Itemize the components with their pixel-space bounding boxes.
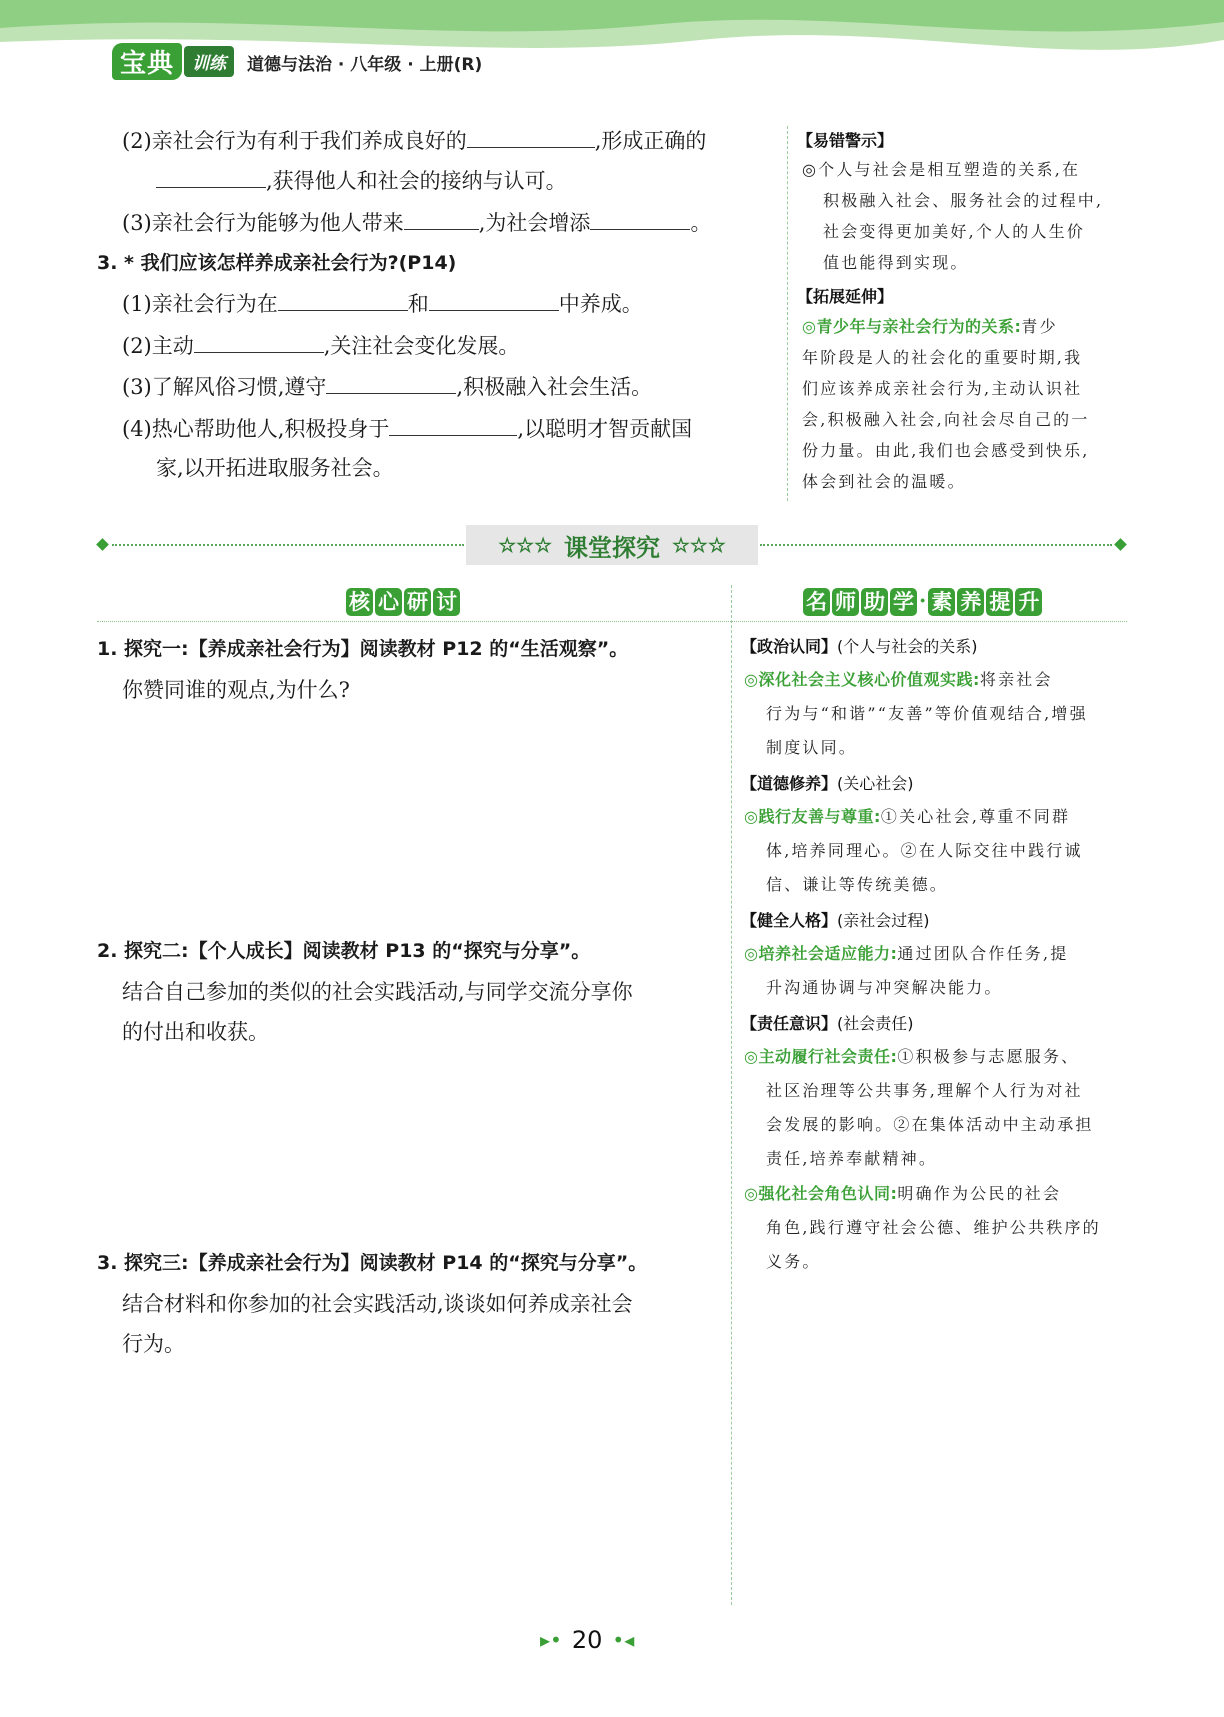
extension-line: 体会到社会的温暖。 <box>802 472 966 491</box>
extension-title: 【拓展延伸】 <box>797 287 894 306</box>
note-line: 会发展的影响。②在集体活动中主动承担 <box>766 1115 1094 1134</box>
extension-line: 们应该养成亲社会行为,主动认识社 <box>802 379 1083 398</box>
explore-3-body: 行为。 <box>122 1332 185 1356</box>
note-line: ◎培养社会适应能力:通过团队合作任务,提 <box>744 944 1069 963</box>
section-title: 课堂探究 <box>564 532 660 562</box>
divider-diamond <box>96 538 109 551</box>
warning-line: 社会变得更加美好,个人的人生价 <box>823 222 1086 241</box>
blank[interactable] <box>326 371 456 394</box>
page-number: 20 <box>571 1626 603 1654</box>
explore-2-body: 结合自己参加的类似的社会实践活动,与同学交流分享你 <box>122 980 633 1004</box>
step-3: (3)了解风俗习惯,遵守 ,积极融入社会生活。 <box>122 371 652 402</box>
note-line: ◎强化社会角色认同:明确作为公民的社会 <box>744 1184 1062 1203</box>
note-line: ◎深化社会主义核心价值观实践:将亲社会 <box>744 670 1053 689</box>
extension-line: 会,积极融入社会,向社会尽自己的一 <box>802 410 1090 429</box>
explore-3-body: 结合材料和你参加的社会实践活动,谈谈如何养成亲社会 <box>122 1292 633 1316</box>
moral-cultivation-title: 【道德修养】(关心社会) <box>741 774 914 793</box>
explore-1-body: 你赞同谁的观点,为什么? <box>122 678 350 702</box>
warning-title: 【易错警示】 <box>797 131 894 150</box>
book-title: 道德与法治 · 八年级 · 上册(R) <box>247 55 483 75</box>
note-line: 制度认同。 <box>766 738 858 757</box>
note-line: 行为与“和谐”“友善”等价值观结合,增强 <box>766 704 1088 723</box>
note-line: 义务。 <box>766 1252 821 1271</box>
personality-title: 【健全人格】(亲社会过程) <box>741 911 930 930</box>
arrow-left-icon: •◂ <box>612 1628 635 1652</box>
explore-2-heading: 2. 探究二:【个人成长】阅读教材 P13 的“探究与分享”。 <box>97 940 591 962</box>
note-line: 社区治理等公共事务,理解个人行为对社 <box>766 1081 1083 1100</box>
note-line: 体,培养同理心。②在人际交往中践行诚 <box>766 841 1083 860</box>
logo-sub: 训练 <box>184 46 234 77</box>
note-line: 升沟通协调与冲突解决能力。 <box>766 978 1003 997</box>
warning-line: ◎个人与社会是相互塑造的关系,在 <box>802 160 1081 179</box>
political-identity-title: 【政治认同】(个人与社会的关系) <box>741 637 978 656</box>
question-3-heading: 3. * 我们应该怎样养成亲社会行为?(P14) <box>97 252 457 274</box>
note-line: 信、谦让等传统美德。 <box>766 875 949 894</box>
page-header <box>0 0 1224 95</box>
teacher-help-heading: 名 师 助 学 · 素 养 提 升 <box>803 588 1042 616</box>
warning-line: 值也能得到实现。 <box>823 253 969 272</box>
blank[interactable] <box>389 413 517 436</box>
page-footer <box>540 1626 634 1654</box>
section-banner <box>466 525 758 565</box>
dotted-divider <box>112 544 464 546</box>
q2-line1: (2)亲社会行为有利于我们养成良好的 ,形成正确的 <box>122 125 706 156</box>
divider-diamond <box>1114 538 1127 551</box>
explore-3-heading: 3. 探究三:【养成亲社会行为】阅读教材 P14 的“探究与分享”。 <box>97 1252 648 1274</box>
extension-line: 份力量。由此,我们也会感受到快乐, <box>802 441 1090 460</box>
star-icon: ☆☆☆ <box>498 533 552 557</box>
note-line: ◎主动履行社会责任:①积极参与志愿服务、 <box>744 1047 1080 1066</box>
extension-line: ◎青少年与亲社会行为的关系:青少 <box>802 317 1058 336</box>
q2-line2: ,获得他人和社会的接纳与认可。 <box>156 165 567 196</box>
q3-line: (3)亲社会行为能够为他人带来 ,为社会增添 。 <box>122 207 711 238</box>
blank[interactable] <box>467 125 595 148</box>
heading-underline <box>97 621 1127 622</box>
note-line: ◎践行友善与尊重:①关心社会,尊重不同群 <box>744 807 1071 826</box>
blank[interactable] <box>429 288 559 311</box>
core-discussion-heading: 核 心 研 讨 <box>346 588 460 616</box>
blank[interactable] <box>156 165 266 188</box>
logo-main: 宝典 <box>112 43 182 80</box>
step-2: (2)主动 ,关注社会变化发展。 <box>122 330 519 361</box>
explore-1-heading: 1. 探究一:【养成亲社会行为】阅读教材 P12 的“生活观察”。 <box>97 638 629 660</box>
explore-2-body: 的付出和收获。 <box>122 1020 269 1044</box>
step-4-line1: (4)热心帮助他人,积极投身于 ,以聪明才智贡献国 <box>122 413 692 444</box>
brand-logo <box>112 44 234 78</box>
star-icon: ☆☆☆ <box>672 533 726 557</box>
extension-line: 年阶段是人的社会化的重要时期,我 <box>802 348 1083 367</box>
note-line: 责任,培养奉献精神。 <box>766 1149 938 1168</box>
column-divider <box>731 585 732 1605</box>
arrow-right-icon: ▸• <box>540 1628 562 1652</box>
side-divider <box>787 126 788 501</box>
blank[interactable] <box>404 207 479 230</box>
warning-line: 积极融入社会、服务社会的过程中, <box>823 191 1104 210</box>
note-line: 角色,践行遵守社会公德、维护公共秩序的 <box>766 1218 1101 1237</box>
blank[interactable] <box>194 330 324 353</box>
blank[interactable] <box>590 207 690 230</box>
step-1: (1)亲社会行为在 和 中养成。 <box>122 288 643 319</box>
responsibility-title: 【责任意识】(社会责任) <box>741 1014 914 1033</box>
dotted-divider <box>760 544 1112 546</box>
step-4-line2: 家,以开拓进取服务社会。 <box>156 456 394 480</box>
blank[interactable] <box>278 288 408 311</box>
